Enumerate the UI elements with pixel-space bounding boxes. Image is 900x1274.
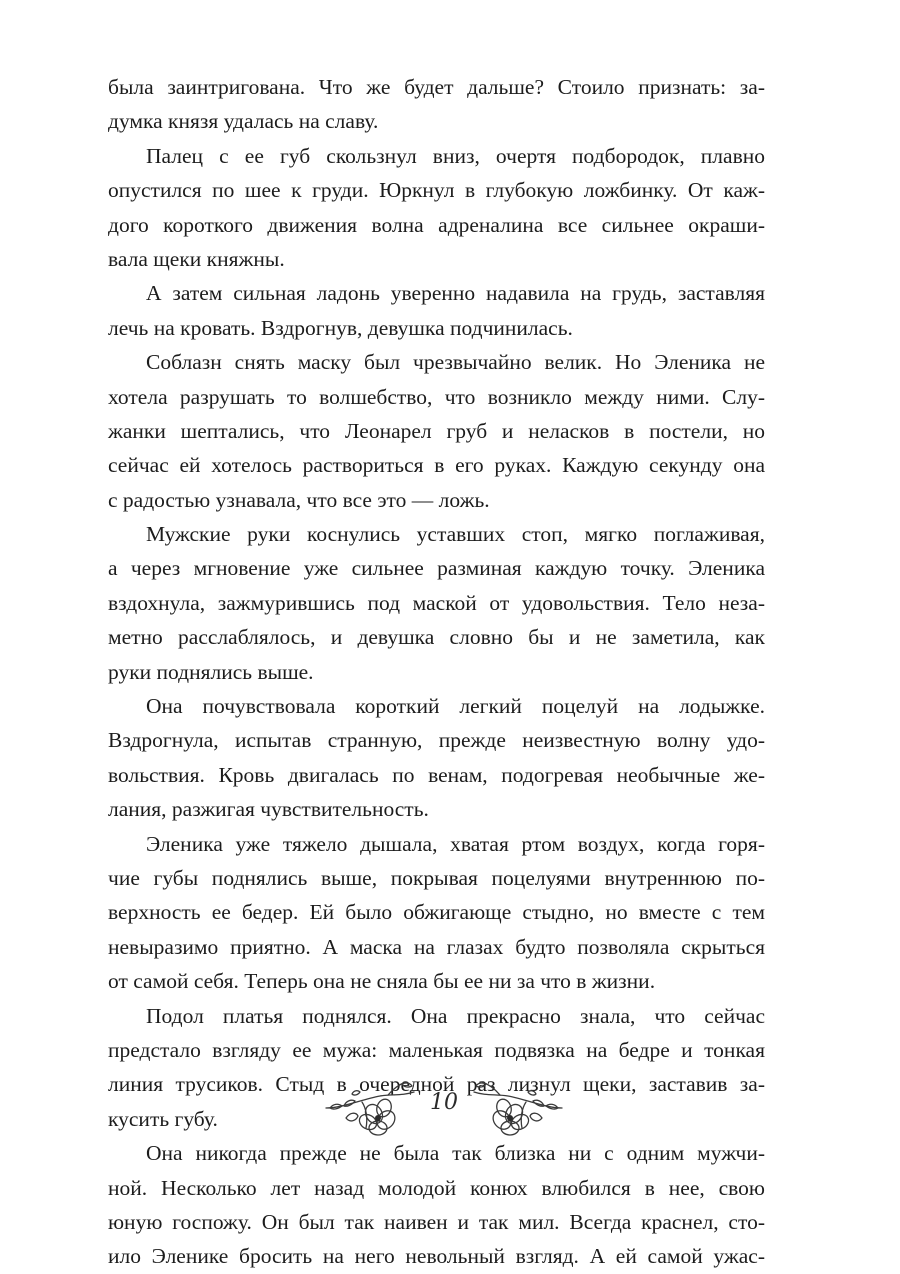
- text-line: ило Эленике бросить на него невольный взгляд. А ей самой ужас-: [108, 1244, 765, 1269]
- text-line: Палец с ее губ скользнул вниз, очертя подбородок, плавно: [146, 143, 765, 168]
- text-line: Она почувствовала короткий легкий поцелуй на лодыжке.: [146, 694, 765, 719]
- text-line: лечь на кровать. Вздрогнув, девушка подчинилась.: [108, 315, 573, 340]
- text-line: юную госпожу. Он был так наивен и так мил. Всегда краснел, сто-: [108, 1209, 765, 1234]
- text-line: сейчас ей хотелось раствориться в его руках. Каждую секунду она: [108, 453, 765, 478]
- text-line: дого короткого движения волна адреналина все сильнее окраши-: [108, 212, 765, 237]
- text-line: руки поднялись выше.: [108, 659, 314, 684]
- text-line: предстало взгляду ее мужа: маленькая подвязка на бедре и тонкая: [108, 1037, 765, 1062]
- text-line: хотела разрушать то волшебство, что возникло между ними. Слу-: [108, 384, 765, 409]
- text-line: а через мгновение уже сильнее разминая каждую точку. Эленика: [108, 556, 765, 581]
- text-line: думка князя удалась на славу.: [108, 109, 379, 134]
- text-line: опустился по шее к груди. Юркнул в глубокую ложбинку. От каж-: [108, 178, 765, 203]
- text-line: вала щеки княжны.: [108, 246, 285, 271]
- text-line: жанки шептались, что Леонарел груб и неласков в постели, но: [108, 418, 765, 443]
- text-line: Подол платья поднялся. Она прекрасно знала, что сейчас: [146, 1003, 765, 1028]
- text-line: Эленика уже тяжело дышала, хватая ртом воздух, когда горя-: [146, 831, 765, 856]
- text-line: невыразимо приятно. А маска на глазах будто позволяла скрыться: [108, 934, 765, 959]
- text-line: А затем сильная ладонь уверенно надавила на грудь, заставляя: [146, 281, 765, 306]
- magnolia-branch-icon: [322, 1078, 418, 1148]
- text-line: ной. Несколько лет назад молодой конюх влюбился в нее, свою: [108, 1175, 765, 1200]
- text-line: верхность ее бедер. Ей было обжигающе стыдно, но вместе с тем: [108, 900, 765, 925]
- text-line: метно расслаблялось, и девушка словно бы и не заметила, как: [108, 625, 765, 650]
- text-line: линия трусиков. Стыд в очередной раз лизнул щеки, заставив за-: [108, 1072, 765, 1097]
- text-line: Соблазн снять маску был чрезвычайно велик. Но Эленика не: [146, 350, 765, 375]
- text-line: вздохнула, зажмурившись под маской от удовольствия. Тело неза-: [108, 590, 765, 615]
- page-number: 10: [430, 1090, 458, 1115]
- text-line: от самой себя. Теперь она не сняла бы ее ни за что в жизни.: [108, 969, 656, 994]
- page-footer: [0, 1078, 900, 1148]
- magnolia-branch-icon: [470, 1078, 566, 1148]
- text-line: была заинтригована. Что же будет дальше? Стоило признать: за-: [108, 75, 765, 99]
- text-line: лания, разжигая чувствительность.: [108, 797, 429, 822]
- text-line: чие губы поднялись выше, покрывая поцелуями внутреннюю по-: [108, 865, 765, 890]
- text-line: Она никогда прежде не была так близка ни с одним мужчи-: [146, 1141, 765, 1166]
- text-line: с радостью узнавала, что все это — ложь.: [108, 487, 490, 512]
- text-line: кусить губу.: [108, 1106, 218, 1131]
- text-line: вольствия. Кровь двигалась по венам, подогревая необычные же-: [108, 762, 765, 787]
- text-line: Мужские руки коснулись уставших стоп, мягко поглаживая,: [146, 522, 765, 547]
- text-line: Вздрогнула, испытав странную, прежде неизвестную волну удо-: [108, 728, 765, 753]
